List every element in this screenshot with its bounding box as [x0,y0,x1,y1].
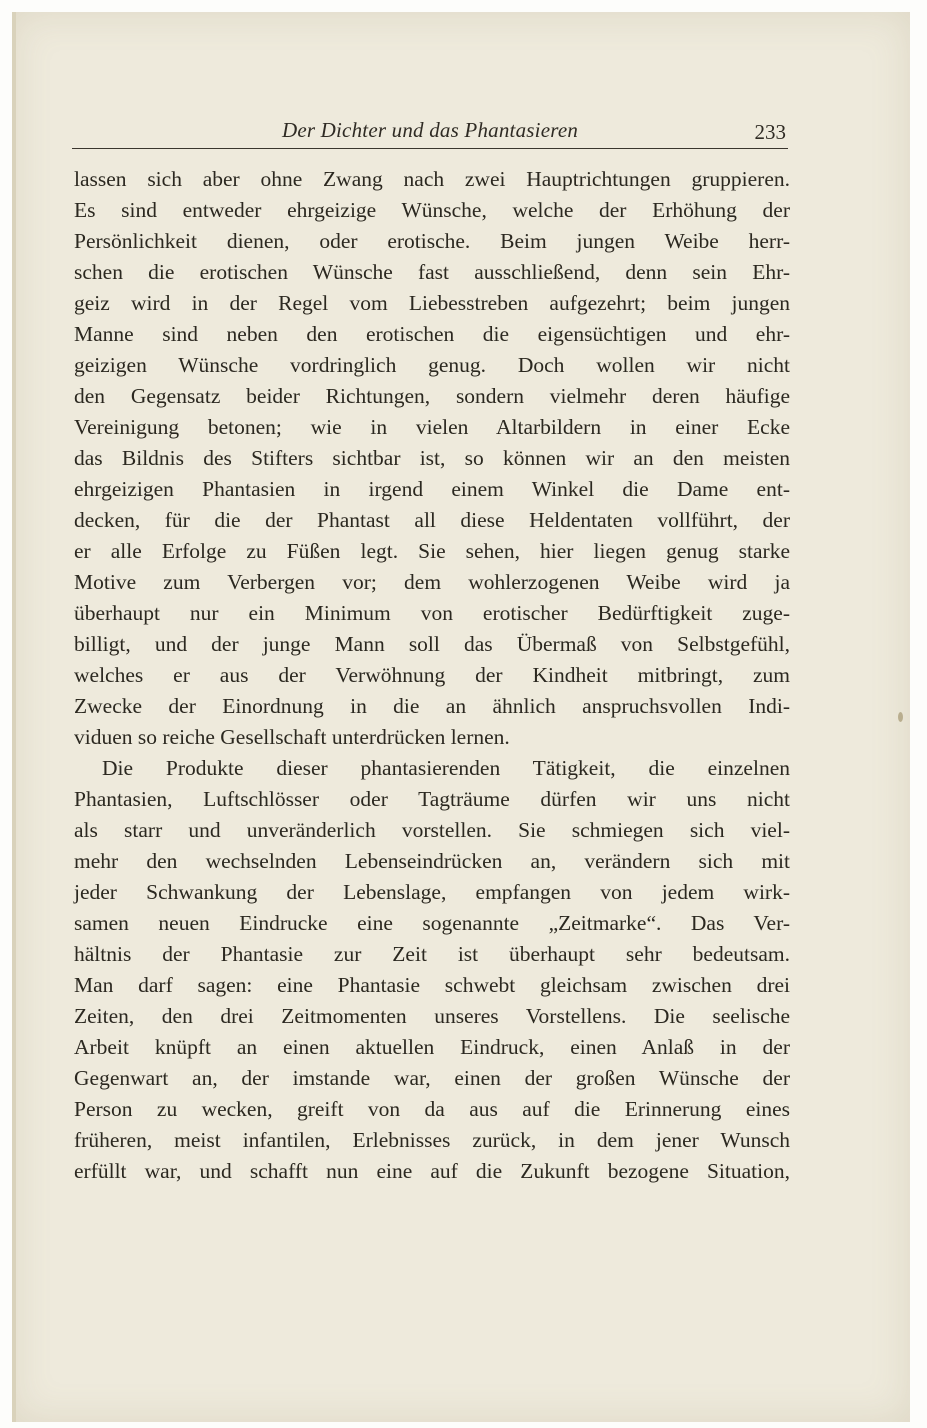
body-text [74,164,790,1187]
text-line: hältnis der Phantasie zur Zeit ist überhaupt sehr bedeutsam. [74,942,790,966]
running-head-title: Der Dichter und das Phantasieren [281,118,579,142]
running-head [72,118,788,149]
text-line: samen neuen Eindrucke eine sogenannte „Zeitmarke“. Das Ver- [74,911,790,935]
text-line: Arbeit knüpft an einen aktuellen Eindruck, einen Anlaß in der [74,1035,790,1059]
text-line: Motive zum Verbergen vor; dem wohlerzogenen Weibe wird ja [74,570,790,594]
text-line: Person zu wecken, greift von da aus auf die Erinnerung eines [74,1097,790,1121]
text-line: mehr den wechselnden Lebenseindrücken an, verändern sich mit [74,849,790,873]
text-line: Vereinigung betonen; wie in vielen Altarbildern in einer Ecke [74,415,790,439]
text-line: viduen so reiche Gesellschaft unterdrücken lernen. [74,725,510,749]
text-line: Gegenwart an, der imstande war, einen der großen Wünsche der [74,1066,790,1090]
text-line: überhaupt nur ein Minimum von erotischer Bedürftigkeit zuge- [74,601,790,625]
text-line: geiz wird in der Regel vom Liebesstreben aufgezehrt; beim jungen [74,291,790,315]
text-line: ehrgeizigen Phantasien in irgend einem Winkel die Dame ent- [74,477,790,501]
text-line: Manne sind neben den erotischen die eigensüchtigen und ehr- [74,322,790,346]
text-line: jeder Schwankung der Lebenslage, empfangen von jedem wirk- [74,880,790,904]
text-line: Zeiten, den drei Zeitmomenten unseres Vorstellens. Die seelische [74,1004,790,1028]
text-line: als starr und unveränderlich vorstellen. Sie schmiegen sich viel- [74,818,790,842]
paper-speck [898,712,903,722]
text-line: Man darf sagen: eine Phantasie schwebt gleichsam zwischen drei [74,973,790,997]
page-number: 233 [754,120,786,144]
paragraph [74,164,790,753]
text-line: schen die erotischen Wünsche fast ausschließend, denn sein Ehr- [74,260,790,284]
text-line: erfüllt war, und schafft nun eine auf die Zukunft bezogene Situation, [74,1159,790,1183]
text-line: lassen sich aber ohne Zwang nach zwei Hauptrichtungen gruppieren. [74,167,790,191]
text-line: decken, für die der Phantast all diese Heldentaten vollführt, der [74,508,790,532]
text-line: welches er aus der Verwöhnung der Kindheit mitbringt, zum [74,663,790,687]
text-line: geizigen Wünsche vordringlich genug. Doch wollen wir nicht [74,353,790,377]
text-line: billigt, und der junge Mann soll das Übermaß von Selbstgefühl, [74,632,790,656]
paragraph [74,753,790,1187]
text-line: früheren, meist infantilen, Erlebnisses zurück, in dem jener Wunsch [74,1128,790,1152]
text-line: Es sind entweder ehrgeizige Wünsche, welche der Erhöhung der [74,198,790,222]
text-line: das Bildnis des Stifters sichtbar ist, so können wir an den meisten [74,446,790,470]
text-line: Persönlichkeit dienen, oder erotische. Beim jungen Weibe herr- [74,229,790,253]
text-line: den Gegensatz beider Richtungen, sondern vielmehr deren häufige [74,384,790,408]
text-line: er alle Erfolge zu Füßen legt. Sie sehen, hier liegen genug starke [74,539,790,563]
page-edge [12,12,16,1422]
text-line: Phantasien, Luftschlösser oder Tagträume dürfen wir uns nicht [74,787,790,811]
text-line: Zwecke der Einordnung in die an ähnlich anspruchsvollen Indi- [74,694,790,718]
text-line: Die Produkte dieser phantasierenden Tätigkeit, die einzelnen [102,756,790,780]
